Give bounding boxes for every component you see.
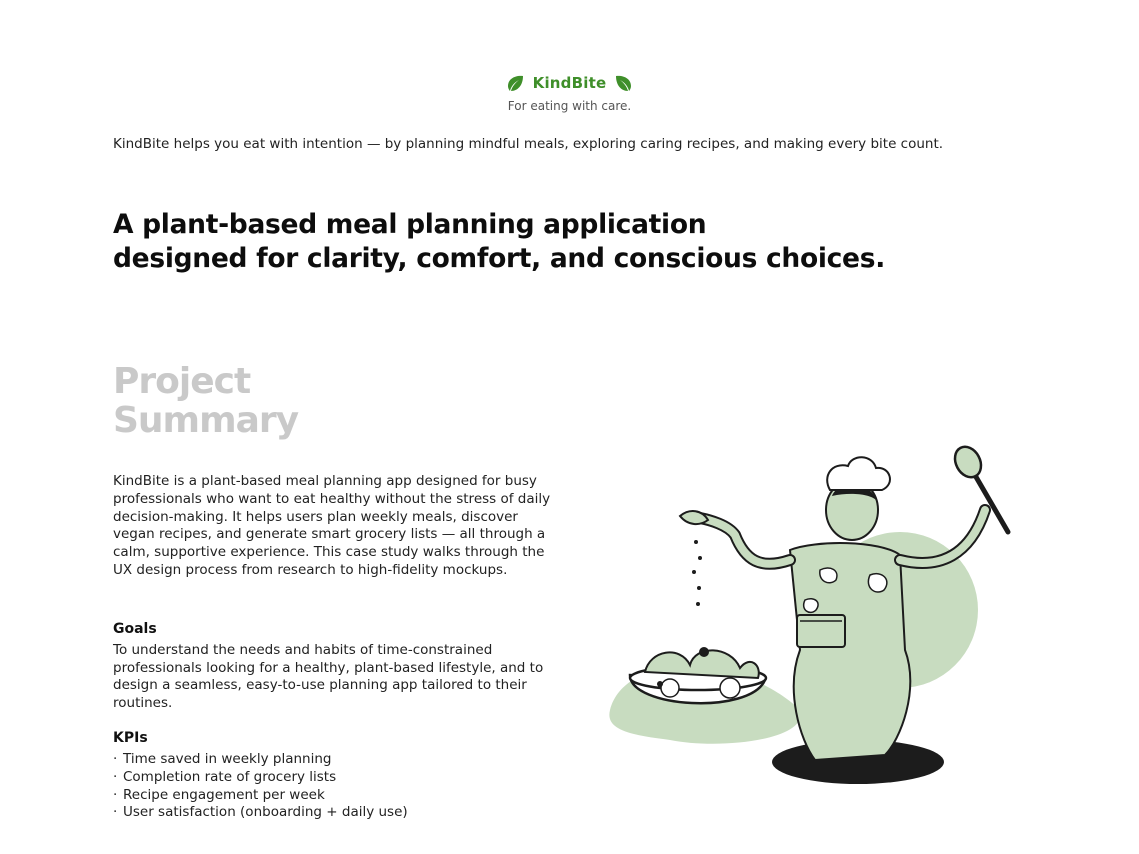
kpi-list [113, 751, 408, 822]
kpi-item: · Recipe engagement per week [113, 787, 408, 805]
kpi-item: · Completion rate of grocery lists [113, 769, 408, 787]
headline-line-2: designed for clarity, comfort, and conscious choices. [113, 243, 885, 274]
section-title [113, 362, 298, 440]
leaf-icon [614, 74, 634, 92]
brand-name: KindBite [532, 74, 607, 92]
brand-tagline: For eating with care. [507, 99, 632, 113]
kpis-heading: KPIs [113, 730, 148, 746]
chef-illustration [600, 440, 1020, 800]
kpi-item: · Time saved in weekly planning [113, 751, 408, 769]
brand-row [505, 74, 635, 92]
leaf-icon [505, 74, 525, 92]
section-title-line-2: Summary [113, 400, 299, 441]
headline-line-1: A plant-based meal planning application [113, 209, 707, 240]
kpi-item: · User satisfaction (onboarding + daily use) [113, 804, 408, 822]
summary-text: KindBite is a plant-based meal planning app designed for busy professionals who want to eat healthy without the stress of daily decision-making. It helps users plan weekly meals, discover vegan recipes, and generate smart grocery lists — all through a calm, supportive experience. This case study walks through the UX design process from research to high-fidelity mockups. [113, 473, 551, 578]
section-title-line-1: Project [113, 361, 251, 402]
goals-heading: Goals [113, 621, 157, 637]
brand-header [0, 74, 1139, 113]
headline [113, 208, 1013, 276]
intro-text: KindBite helps you eat with intention — by planning mindful meals, exploring caring recipes, and making every bite count. [113, 136, 944, 152]
goals-text: To understand the needs and habits of time-constrained professionals looking for a healthy, plant-based lifestyle, and to design a seamless, easy-to-use planning app tailored to their routines. [113, 642, 544, 711]
